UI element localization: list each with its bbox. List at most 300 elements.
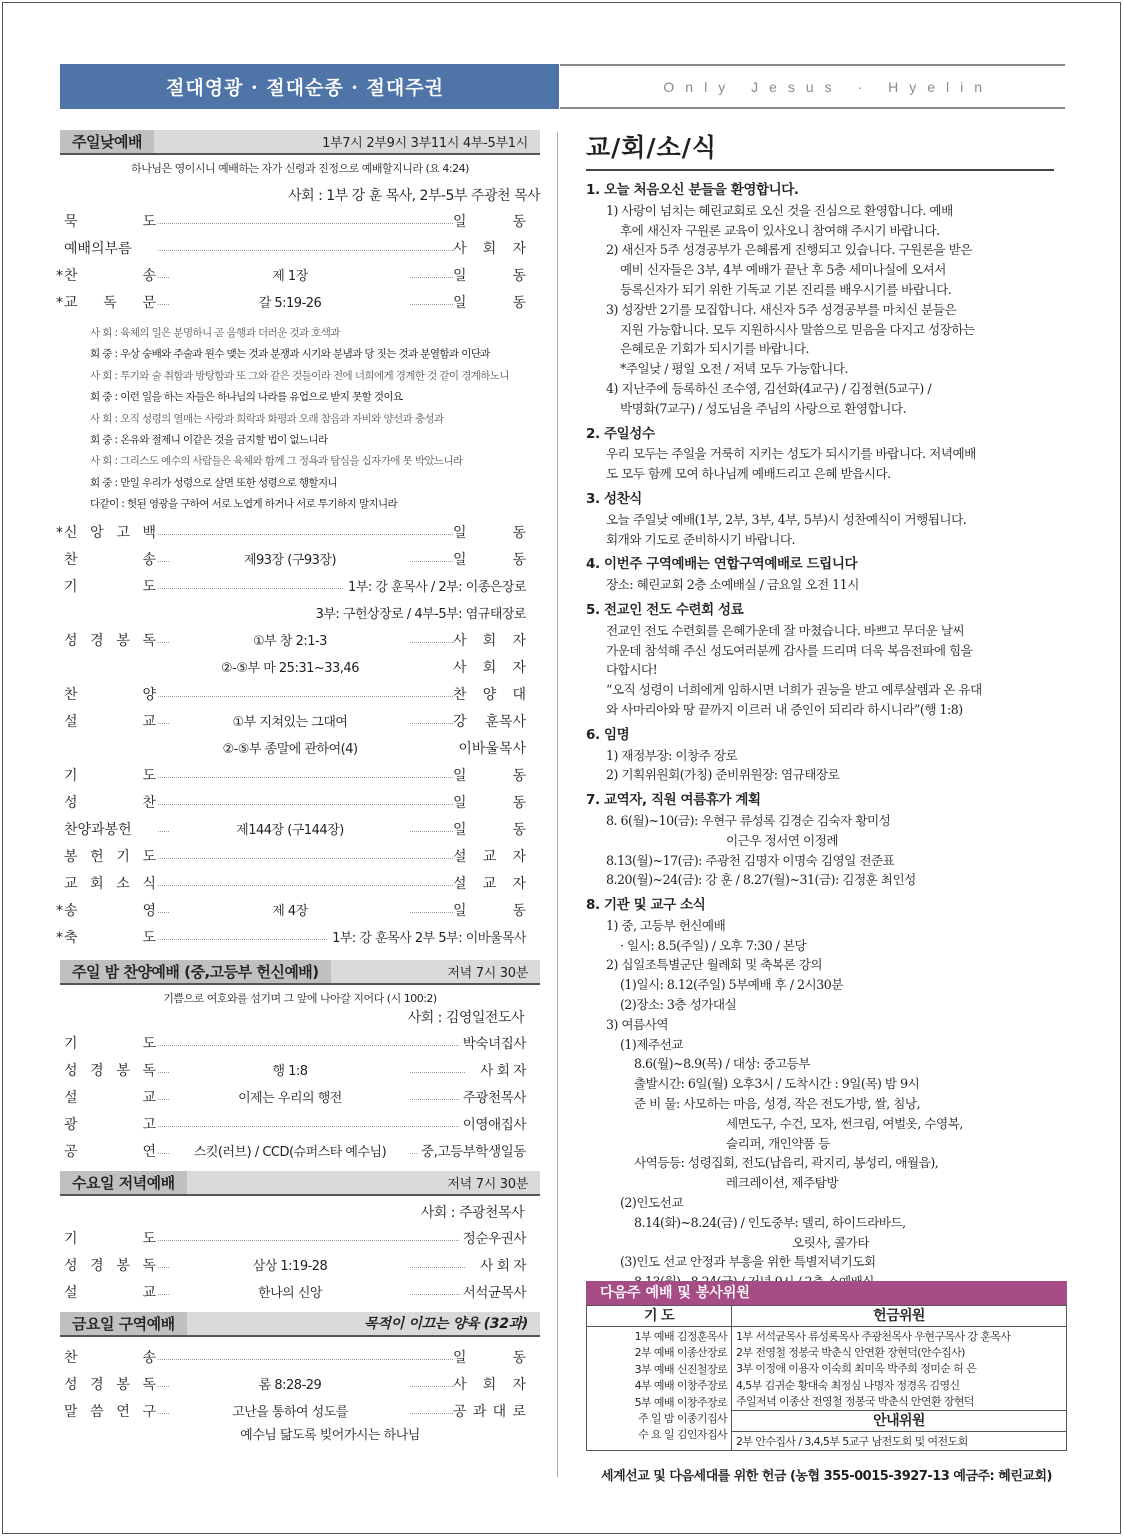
responsive-line: 회 중 : 우상 숭배와 주술과 원수 맺는 것과 분쟁과 시기와 분냄과 당 짓는 것과 분열함과 이단과 — [90, 348, 490, 361]
char: 찬 — [64, 551, 78, 568]
news-item — [586, 601, 1066, 720]
star-mark: * — [56, 929, 63, 946]
item-name — [64, 1058, 156, 1085]
item-name — [64, 236, 156, 263]
item-person — [453, 655, 526, 682]
section-time: 저녁 7시 30분 — [447, 965, 528, 981]
news-line: “오직 성령이 너희에게 임하시면 너희가 권능을 받고 예루살렘과 온 유대 — [606, 682, 982, 698]
news-item-body — [586, 201, 1066, 419]
section-header-friday — [60, 1312, 540, 1337]
news-line: 은혜로운 기회가 되시기를 바랍니다. — [620, 341, 809, 357]
char: 연 — [116, 1403, 130, 1420]
char: 동 — [512, 295, 526, 311]
item-detail: 1부: 강 훈목사 2부 5부: 이바울목사 — [328, 925, 526, 952]
char: 도 — [142, 214, 156, 230]
news-line: 준 비 물: 사모하는 마음, 성경, 작은 전도가방, 쌀, 침낭, — [634, 1096, 921, 1112]
item-detail: 제 1장 — [170, 263, 410, 290]
order-row — [60, 844, 540, 871]
item-name — [64, 1399, 156, 1426]
item-person: 서석균목사 — [459, 1280, 526, 1307]
news-item-body — [586, 444, 1066, 484]
item-person — [453, 682, 526, 709]
item-name — [64, 628, 156, 655]
char: 봉 — [116, 632, 130, 649]
item-person: 사 회 자 — [476, 1058, 526, 1085]
news-line: 8.13(월)~17(금): 주광천 김명자 이명숙 김영일 전준표 — [606, 852, 895, 868]
order-row — [60, 1372, 540, 1399]
item-person — [453, 209, 526, 236]
news-item-body — [586, 746, 1066, 786]
char: 교 — [142, 1284, 156, 1301]
item-detail: 3부: 구헌상장로 / 4부-5부: 염규태장로 — [312, 601, 526, 628]
dot-leader — [158, 1359, 465, 1360]
char: 과 — [472, 1403, 487, 1420]
item-detail: 고난을 통하여 성도를 — [170, 1399, 410, 1426]
char: 이바울목사 — [458, 740, 526, 757]
item-person: 박숙녀집사 — [459, 1031, 526, 1058]
char: 동 — [512, 902, 526, 919]
news-line: 8. 6(월)~10(금): 우현구 류성록 김경순 김숙자 황미성 — [606, 812, 891, 828]
char: 도 — [142, 767, 156, 784]
char: 송 — [142, 551, 156, 568]
prayer-entry: 4부 예배 이창주장로 — [634, 1379, 727, 1393]
col-offering: 헌금위원 — [732, 1306, 1067, 1327]
news-line: 3) 성장반 2기를 모집합니다. 새신자 5주 성경공부를 마치신 분들은 — [606, 301, 957, 317]
news-line: 등록신자가 되기 위한 기독교 기본 진리를 배우시기를 바랍니다. — [620, 281, 952, 297]
char: 교 — [482, 848, 497, 865]
news-line: 전교인 전도 수련회를 은혜가운데 잘 마쳤습니다. 바쁘고 무더운 날씨 — [606, 622, 965, 638]
order-row — [60, 1031, 540, 1058]
item-name — [64, 1112, 156, 1139]
news-line: 세면도구, 수건, 모자, 썬크림, 여벌옷, 수영복, — [726, 1115, 963, 1131]
news-list — [586, 181, 1066, 1292]
char: 헌 — [90, 848, 104, 865]
char: 독 — [142, 1376, 156, 1393]
order-list-friday — [60, 1345, 540, 1426]
order-row — [60, 1253, 540, 1280]
item-name — [64, 817, 156, 844]
news-line: 와 사마리아와 땅 끝까지 이르러 내 증인이 되리라 하시니라”(행 1:8) — [606, 701, 963, 717]
char: 자 — [512, 848, 526, 865]
char: 자 — [512, 241, 526, 257]
star-mark: * — [56, 268, 63, 284]
section-time: 저녁 7시 30분 — [447, 1176, 528, 1192]
order-row — [60, 236, 540, 263]
news-line: 슬리퍼, 개인약품 등 — [726, 1135, 830, 1151]
item-name — [56, 290, 156, 317]
prayer-entry: 주 일 밤 이종기집사 — [638, 1412, 727, 1426]
item-detail: 스킷(러브) / CCD(슈퍼스타 예수님) — [170, 1139, 410, 1166]
conductor: 사회 : 주광천목사 — [420, 1204, 524, 1221]
item-detail: ①부 지쳐있는 그대여 — [170, 709, 410, 736]
col-prayer: 기 도 — [587, 1306, 732, 1327]
char: 회 — [482, 659, 497, 676]
order-row — [56, 898, 540, 925]
item-person — [453, 898, 526, 925]
verse: 기쁨으로 여호와를 섬기며 그 앞에 나아갈 지어다 (시 100:2) — [163, 991, 437, 1005]
star-mark: * — [56, 902, 63, 919]
offering-entry: 2부 전영철 정봉국 박춘식 안연환 장현덕(안수집사) — [736, 1346, 965, 1360]
char: 동 — [512, 524, 526, 541]
char: 사 — [453, 1376, 467, 1393]
news-item-heading: 7. 교역자, 직원 여름휴가 계획 — [586, 792, 761, 809]
star-mark: * — [56, 295, 63, 311]
char: 광 — [64, 1116, 78, 1133]
item-person — [453, 709, 526, 736]
char: 백 — [142, 524, 156, 541]
char: 공 — [64, 1143, 78, 1160]
item-detail: 한나의 신앙 — [170, 1280, 410, 1307]
char: 기 — [64, 1035, 78, 1052]
char: 예배의부름 — [64, 241, 132, 257]
order-row — [60, 1226, 540, 1253]
order-row — [60, 1085, 540, 1112]
char: 대 — [512, 686, 526, 703]
char: 도 — [142, 1230, 156, 1247]
dot-leader — [158, 885, 465, 886]
char: 독 — [142, 632, 156, 649]
item-name — [64, 547, 156, 574]
char: 묵 — [64, 214, 78, 230]
news-line: (2)장소: 3층 성가대실 — [620, 997, 737, 1013]
char: 기 — [64, 767, 78, 784]
char: 동 — [512, 794, 526, 811]
responsive-line: 회 중 : 이런 일을 하는 자들은 하나님의 나라를 유업으로 받지 못할 것이요 — [90, 391, 403, 404]
news-item-heading: 4. 이번주 구역예배는 연합구역예배로 드립니다 — [586, 556, 858, 573]
char: 도 — [142, 929, 156, 946]
item-name — [56, 898, 156, 925]
char: 영 — [142, 902, 156, 919]
char: 축 — [64, 929, 78, 946]
news-item-heading: 8. 기관 및 교구 소식 — [586, 897, 706, 914]
offering-list — [732, 1327, 1067, 1411]
news-line: 2) 십일조특별군단 월례회 및 축복론 강의 — [606, 957, 823, 973]
item-person: 정순우권사 — [459, 1226, 526, 1253]
char: 독 — [142, 1062, 156, 1079]
news-line: 다합시다! — [606, 662, 658, 678]
dot-leader — [158, 1126, 465, 1127]
char: 일 — [453, 767, 467, 784]
item-name — [64, 1280, 156, 1307]
char: 찬 — [64, 686, 78, 703]
news-line: 1) 중, 고등부 헌신예배 — [606, 917, 726, 933]
char: 자 — [512, 659, 526, 676]
section-header-sunday — [60, 130, 540, 155]
responsive-line: 사 회 : 그리스도 예수의 사람들은 육체와 함께 그 정욕과 탐심을 십자가에 못 박았느니라 — [90, 455, 463, 468]
news-line: 2) 새신자 5주 성경공부가 은혜롭게 진행되고 있습니다. 구원론을 받은 — [606, 242, 972, 258]
char: 동 — [512, 1349, 526, 1366]
char: 공 — [453, 1403, 467, 1420]
char: 설 — [453, 875, 467, 892]
item-person — [453, 290, 526, 317]
char: 구 — [142, 1403, 156, 1420]
news-line: · 일시: 8.5(주일) / 오후 7:30 / 본당 — [620, 937, 807, 953]
offering-note: 세계선교 및 다음세대를 위한 헌금 (농협 355-0015-3927-13 예금주: 혜린교회) — [601, 1469, 1052, 1484]
news-line: 예비 신자들은 3부, 4부 예배가 끝난 후 5층 세미나실에 오셔서 — [620, 262, 946, 278]
item-name — [64, 1372, 156, 1399]
char: 설 — [64, 1284, 78, 1301]
offering-entry: 4,5부 김귀순 황대숙 최정심 나명자 정경옥 김영신 — [736, 1378, 960, 1392]
order-row — [60, 574, 540, 601]
char: 강 — [453, 713, 467, 730]
news-item — [586, 425, 1066, 484]
verse: 하나님은 영이시니 예배하는 자가 신령과 진정으로 예배할지니라 (요 4:24) — [131, 162, 469, 175]
star-mark: * — [56, 524, 63, 541]
char: 동 — [512, 821, 526, 838]
news-line: 8.6(월)~8.9(목) / 대상: 중고등부 — [634, 1056, 811, 1072]
char: 송 — [142, 268, 156, 284]
item-person — [458, 736, 526, 763]
char: 찬 — [64, 1349, 78, 1366]
char: 자 — [512, 632, 526, 649]
char: 독 — [142, 1257, 156, 1274]
responsive-line: 회 중 : 만일 우리가 성령으로 살면 또한 성령으로 행할지니 — [90, 476, 338, 489]
char: 문 — [142, 295, 156, 311]
news-line: 4) 지난주에 등록하신 조수영, 김선화(4교구) / 김정현(5교구) / — [606, 380, 932, 396]
news-line: 우리 모두는 주일을 거룩히 지키는 성도가 되시기를 바랍니다. 저녁예배 — [606, 446, 976, 462]
item-person — [453, 817, 526, 844]
char: 경 — [90, 1062, 104, 1079]
order-row — [60, 1112, 540, 1139]
responsive-line: 사 회 : 육체의 일은 분명하니 곧 음행과 더러운 것과 호색과 — [90, 327, 340, 339]
news-item — [586, 181, 1066, 419]
item-detail: 이제는 우리의 행전 — [170, 1085, 410, 1112]
service-table — [586, 1305, 1067, 1451]
item-name — [64, 871, 156, 898]
order-row — [60, 601, 540, 628]
item-name — [64, 1139, 156, 1166]
order-row — [60, 763, 540, 790]
column-divider — [557, 132, 558, 1477]
char: 성 — [64, 632, 78, 649]
responsive-line: 사 회 : 투기와 술 취함과 방탕함과 또 그와 같은 것들이라 전에 너희에게 경계한 것 같이 경계하노니 — [90, 369, 509, 382]
item-person — [453, 763, 526, 790]
item-detail: 갈 5:19-26 — [170, 290, 410, 317]
char: 봉 — [64, 848, 78, 865]
item-person — [453, 263, 526, 290]
char: 성 — [64, 1257, 78, 1274]
responsive-line: 사 회 : 오직 성령의 열매는 사랑과 희락과 화평과 오래 참음과 자비와 양선과 충성과 — [90, 412, 444, 425]
char: 일 — [453, 295, 467, 311]
char: 동 — [512, 268, 526, 284]
char: 양 — [482, 686, 497, 703]
char: 사 — [453, 241, 467, 257]
item-name — [64, 1253, 156, 1280]
item-person — [453, 871, 526, 898]
item-person — [453, 790, 526, 817]
news-line: 장소: 혜린교회 2층 소예배실 / 금요일 오전 11시 — [606, 577, 859, 593]
item-name — [64, 1345, 156, 1372]
char: 말 — [64, 1403, 78, 1420]
news-item-body — [586, 916, 1066, 1292]
news-line: 8.14(화)~8.24(금) / 인도중부: 델리, 하이드라바드, — [634, 1214, 906, 1230]
order-row — [60, 628, 540, 655]
char: 일 — [453, 794, 467, 811]
news-line: 도 모두 함께 모여 하나님께 예배드리고 은혜 받읍시다. — [606, 466, 891, 482]
news-item-heading: 6. 임명 — [586, 726, 630, 743]
order-row — [60, 1139, 540, 1166]
item-person: 중,고등부학생일동 — [417, 1139, 526, 1166]
left-column — [56, 130, 540, 1443]
dot-leader — [158, 858, 465, 859]
news-line: 8.20(월)~24(금): 강 훈 / 8.27(월)~31(금): 김정훈 최인성 — [606, 872, 916, 888]
char: 도 — [142, 1035, 156, 1052]
char: 로 — [512, 1403, 526, 1420]
item-name — [56, 263, 156, 290]
char: 송 — [64, 902, 78, 919]
section-title: 주일 밤 찬양예배 (중,고등부 헌신예배) — [60, 960, 331, 983]
char: 식 — [142, 875, 156, 892]
char: 경 — [90, 1376, 104, 1393]
news-item-heading: 5. 전교인 전도 수련회 성료 — [586, 601, 744, 618]
char: 일 — [453, 821, 467, 838]
char: 기 — [64, 578, 78, 595]
service-header: 다음주 예배 및 봉사위원 — [586, 1281, 1067, 1305]
news-line: 출발시간: 6일(월) 오후3시 / 도착시간 : 9일(목) 밤 9시 — [634, 1076, 920, 1092]
char: 회 — [482, 1376, 497, 1393]
char: 도 — [142, 578, 156, 595]
item-detail: 삼상 1:19-28 — [170, 1253, 410, 1280]
char: 일 — [453, 214, 467, 230]
news-line: (3)인도 선교 안정과 부흥을 위한 특별저녁기도회 — [620, 1254, 876, 1270]
news-line: 2) 기획위원회(가칭) 준비위원장: 염규태장로 — [606, 767, 840, 783]
header-banner — [60, 64, 559, 109]
section-title: 금요일 구역예배 — [60, 1312, 187, 1335]
prayer-list — [587, 1327, 732, 1451]
order-row — [60, 1280, 540, 1307]
char: 경 — [90, 632, 104, 649]
char: 신 — [64, 524, 78, 541]
dot-leader — [158, 1045, 465, 1046]
item-name — [64, 682, 156, 709]
news-item-body — [586, 510, 1066, 550]
sermon-title-cont: 예수님 닮도록 빚어가시는 하나님 — [240, 1427, 420, 1443]
char: 사 — [453, 632, 467, 649]
char: 연 — [142, 1143, 156, 1160]
news-line: 레크레이션, 제주탐방 — [726, 1175, 838, 1191]
char: 독 — [103, 295, 117, 311]
char: 찬 — [64, 268, 78, 284]
dot-leader — [158, 250, 465, 251]
char: 앙 — [90, 524, 104, 541]
char: 사 — [453, 659, 467, 676]
order-row — [60, 817, 540, 844]
item-person — [453, 1399, 526, 1426]
dot-leader — [158, 696, 465, 697]
news-line: (2)인도선교 — [620, 1195, 684, 1211]
news-title: 교/회/소/식 — [586, 128, 1054, 171]
prayer-entry: 수 요 일 김인자집사 — [638, 1428, 727, 1442]
news-line: 사역등등: 성령집회, 전도(납읍리, 곽지리, 봉성리, 애월읍), — [634, 1155, 939, 1171]
char: 찬 — [142, 794, 156, 811]
item-person — [453, 520, 526, 547]
order-row — [60, 871, 540, 898]
item-detail: ②-⑤부 종말에 관하여(4) — [170, 736, 410, 763]
banner-text: 절대영광 · 절대순종 · 절대주권 — [166, 77, 444, 99]
char: 성 — [64, 1376, 78, 1393]
responsive-line: 다같이 : 헛된 영광을 구하여 서로 노엽게 하거나 서로 투기하지 말지니라 — [90, 498, 398, 511]
item-detail: ①부 창 2:1-3 — [170, 628, 410, 655]
char: 일 — [453, 902, 467, 919]
item-name — [64, 1226, 156, 1253]
item-person: 사 회 자 — [476, 1253, 526, 1280]
item-name — [64, 209, 156, 236]
news-item-heading: 2. 주일성수 — [586, 425, 655, 442]
news-line: 3) 여름사역 — [606, 1016, 669, 1032]
news-item — [586, 490, 1066, 549]
item-person — [453, 547, 526, 574]
char: 성 — [64, 1062, 78, 1079]
news-line: 지원 가능합니다. 모두 지원하시사 말씀으로 믿음을 다지고 성장하는 — [620, 321, 975, 337]
order-row — [60, 209, 540, 236]
conductor: 사회 : 1부 강 훈 목사, 2부-5부 주광천 목사 — [288, 188, 540, 204]
prayer-entry: 2부 예배 이종산장로 — [634, 1346, 727, 1360]
news-item — [586, 791, 1066, 890]
section-theme: 목적이 이끄는 양육 (32과) — [364, 1316, 528, 1333]
news-line: 이근우 정서연 이정례 — [726, 832, 838, 848]
col-guide: 안내위원 — [732, 1411, 1067, 1432]
order-row — [56, 925, 540, 952]
order-row — [60, 547, 540, 574]
char: 회 — [482, 632, 497, 649]
order-row — [56, 263, 540, 290]
char: 찬 — [453, 686, 467, 703]
item-detail: 롬 8:28-29 — [170, 1372, 410, 1399]
section-title: 수요일 저녁예배 — [60, 1171, 187, 1194]
item-person — [453, 236, 526, 263]
prayer-entry: 5부 예배 이창주장로 — [634, 1395, 727, 1409]
news-item — [586, 896, 1066, 1292]
news-item-body — [586, 575, 1066, 595]
news-line: (1)일시: 8.12(주일) 5부예배 후 / 2시30분 — [620, 977, 843, 993]
news-line: (1)제주선교 — [620, 1036, 684, 1052]
char: 교 — [142, 713, 156, 730]
news-line: 박명화(7교구) / 성도님을 주님의 사랑으로 환영합니다. — [620, 400, 907, 416]
news-line: 오릿사, 콜가타 — [792, 1234, 869, 1250]
news-item — [586, 726, 1066, 785]
item-detail: 제93장 (구93장) — [170, 547, 410, 574]
char: 찬양과봉헌 — [64, 821, 132, 838]
char: 회 — [482, 241, 497, 257]
order-row — [60, 682, 540, 709]
item-detail: 1부: 강 훈목사 / 2부: 이종은장로 — [344, 574, 526, 601]
dot-leader — [158, 804, 465, 805]
char: 송 — [142, 1349, 156, 1366]
dot-leader — [158, 223, 465, 224]
order-list-2 — [56, 520, 540, 952]
char: 동 — [512, 551, 526, 568]
char: 고 — [116, 524, 130, 541]
responsive-reading — [60, 323, 540, 516]
char: 설 — [64, 713, 78, 730]
news-line: 회개와 기도로 준비하시기 바랍니다. — [606, 531, 795, 547]
order-row — [60, 736, 540, 763]
item-person — [453, 628, 526, 655]
item-person: 주광천목사 — [459, 1085, 526, 1112]
section-time: 1부7시 2부9시 3부11시 4부-5부1시 — [322, 136, 528, 151]
responsive-line: 회 중 : 온유와 절제니 이같은 것을 금지할 법이 없느니라 — [90, 434, 328, 447]
order-list-wednesday — [60, 1226, 540, 1307]
section-header-evening — [60, 960, 540, 985]
item-person: 이영애집사 — [459, 1112, 526, 1139]
order-row — [60, 790, 540, 817]
char: 성 — [64, 794, 78, 811]
order-list-evening — [60, 1031, 540, 1166]
item-name — [56, 520, 156, 547]
news-line: 오늘 주일낮 예배(1부, 2부, 3부, 4부, 5부)시 성찬예식이 거행됩니다. — [606, 511, 967, 527]
order-row — [60, 655, 540, 682]
char: 자 — [512, 1376, 526, 1393]
